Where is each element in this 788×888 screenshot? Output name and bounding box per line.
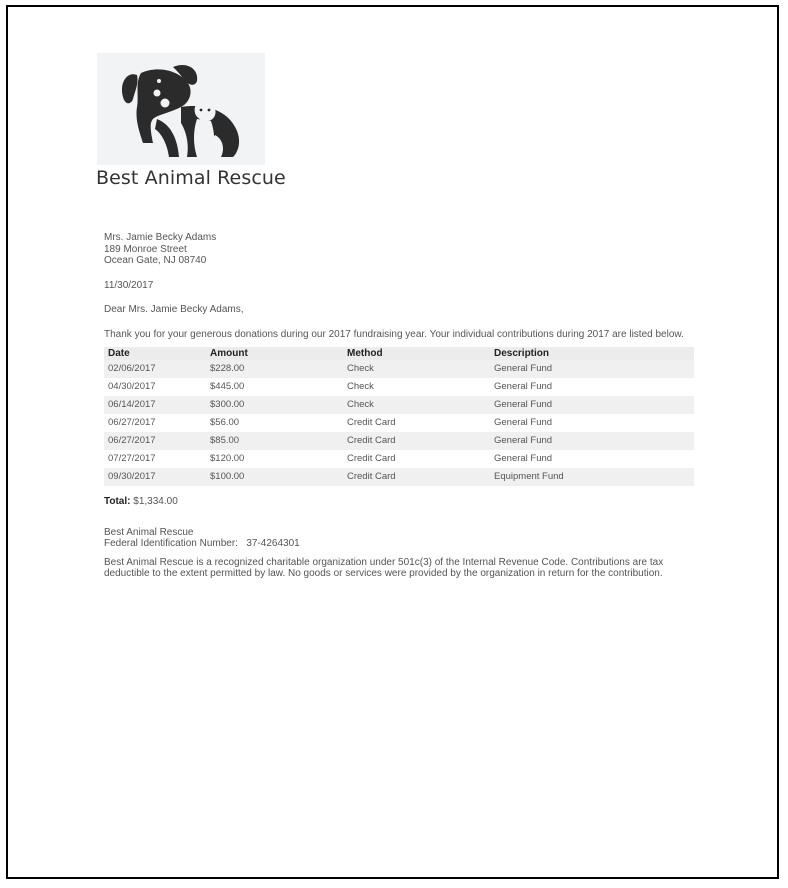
cell-date: 06/27/2017 — [104, 432, 206, 450]
header-amount: Amount — [206, 347, 343, 360]
organization-logo — [97, 53, 265, 165]
header-description: Description — [490, 347, 694, 360]
cell-amount: $120.00 — [206, 450, 343, 468]
cell-date: 02/06/2017 — [104, 360, 206, 378]
table-row — [104, 414, 694, 432]
recipient-street: 189 Monroe Street — [104, 243, 187, 255]
cell-date: 06/27/2017 — [104, 414, 206, 432]
cell-description: General Fund — [490, 450, 694, 468]
table-row — [104, 468, 694, 486]
organization-name: Best Animal Rescue — [96, 167, 286, 189]
legal-disclaimer: Best Animal Rescue is a recognized charitable organization under 501c(3) of the Internal Revenue Code. Contributions are tax deductible to the extent permitted by law. No goods or services were provided by the organization in return for the contribution. — [104, 556, 664, 579]
cell-amount: $85.00 — [206, 432, 343, 450]
cell-date: 04/30/2017 — [104, 378, 206, 396]
fein-label: Federal Identification Number: — [104, 538, 238, 549]
total-label: Total: — [104, 496, 131, 507]
table-header-row — [104, 347, 694, 360]
total-line — [104, 496, 694, 508]
cell-method: Credit Card — [343, 468, 490, 486]
footer-org-name: Best Animal Rescue — [104, 526, 194, 538]
fein-value: 37-4264301 — [246, 538, 300, 549]
cell-method: Check — [343, 360, 490, 378]
letter-salutation: Dear Mrs. Jamie Becky Adams, — [104, 304, 244, 315]
fein-line — [104, 538, 694, 550]
table-row — [104, 378, 694, 396]
cell-amount: $445.00 — [206, 378, 343, 396]
dog-cat-logo-icon — [97, 53, 265, 165]
cell-description: General Fund — [490, 414, 694, 432]
cell-amount: $56.00 — [206, 414, 343, 432]
table-row — [104, 360, 694, 378]
cell-date: 06/14/2017 — [104, 396, 206, 414]
recipient-name: Mrs. Jamie Becky Adams — [104, 232, 217, 243]
cell-description: General Fund — [490, 432, 694, 450]
header-date: Date — [104, 347, 206, 360]
cell-method: Credit Card — [343, 432, 490, 450]
letter-body — [104, 232, 694, 579]
total-value: $1,334.00 — [133, 496, 178, 507]
cell-method: Credit Card — [343, 450, 490, 468]
cell-date: 09/30/2017 — [104, 468, 206, 486]
cell-amount: $228.00 — [206, 360, 343, 378]
cell-description: Equipment Fund — [490, 468, 694, 486]
table-row — [104, 396, 694, 414]
cell-method: Check — [343, 378, 490, 396]
donations-table — [104, 347, 694, 486]
document-page — [6, 5, 779, 879]
cell-description: General Fund — [490, 378, 694, 396]
header-method: Method — [343, 347, 490, 360]
cell-description: General Fund — [490, 360, 694, 378]
recipient-city: Ocean Gate, NJ 08740 — [104, 255, 207, 266]
cell-description: General Fund — [490, 396, 694, 414]
cell-date: 07/27/2017 — [104, 450, 206, 468]
table-row — [104, 432, 694, 450]
cell-method: Credit Card — [343, 414, 490, 432]
cell-method: Check — [343, 396, 490, 414]
cell-amount: $300.00 — [206, 396, 343, 414]
letter-date: 11/30/2017 — [104, 279, 154, 291]
recipient-address — [104, 232, 694, 267]
letter-intro: Thank you for your generous donations during our 2017 fundraising year. Your individual contributions during 2017 are listed below. — [104, 328, 684, 340]
table-row — [104, 450, 694, 468]
cell-amount: $100.00 — [206, 468, 343, 486]
